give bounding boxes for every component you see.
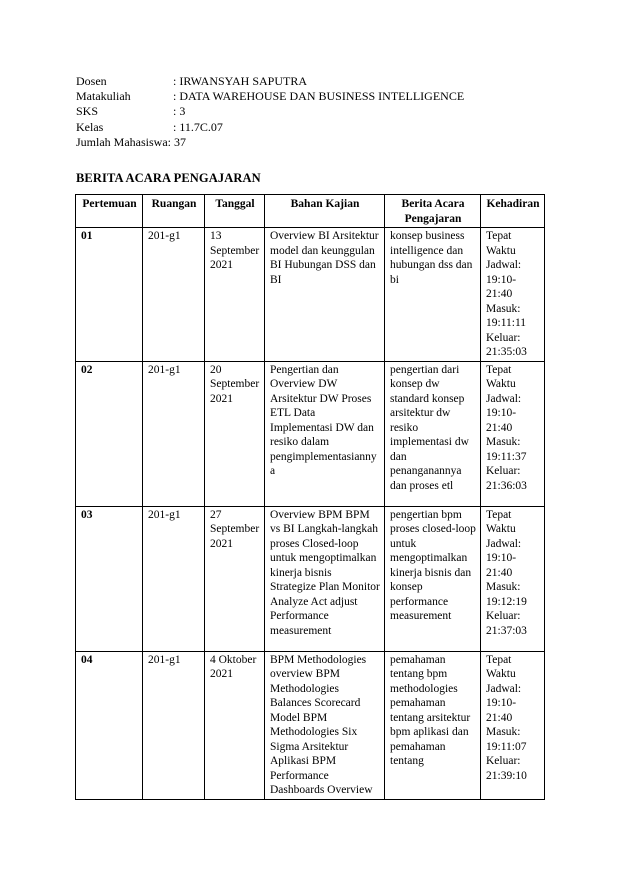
cell-pertemuan: 01 <box>76 228 143 362</box>
sks-row <box>76 104 464 119</box>
cell-ruangan: 201-g1 <box>143 651 205 799</box>
table-row <box>76 228 545 362</box>
cell-kehadiran: Tepat Waktu Jadwal: 19:10-21:40 Masuk: 19:11:11 Keluar: 21:35:03 <box>481 228 545 362</box>
cell-kehadiran: Tepat Waktu Jadwal: 19:10-21:40 Masuk: 19:11:37 Keluar: 21:36:03 <box>481 361 545 506</box>
jumlah-row <box>76 135 464 150</box>
course-info <box>76 74 464 150</box>
cell-ruangan: 201-g1 <box>143 361 205 506</box>
header-tanggal: Tanggal <box>205 195 265 228</box>
header-ruangan: Ruangan <box>143 195 205 228</box>
cell-bahan-kajian: Pengertian dan Overview DW Arsitektur DW Proses ETL Data Implementasi DW dan resiko dalam pengimplementasiannya <box>265 361 385 506</box>
cell-pertemuan: 03 <box>76 506 143 651</box>
table-header-row <box>76 195 545 228</box>
cell-bahan-kajian: BPM Methodologies overview BPM Methodologies Balances Scorecard Model BPM Methodologies Six Sigma Arsitektur Aplikasi BPM Performance Dashboards Overview <box>265 651 385 799</box>
cell-bahan-kajian: Overview BI Arsitektur model dan keunggulan BI Hubungan DSS dan BI <box>265 228 385 362</box>
kelas-label: Kelas <box>76 119 104 134</box>
sks-value: : 3 <box>173 104 186 119</box>
sks-label: SKS <box>76 104 99 119</box>
attendance-table <box>75 194 545 800</box>
table-row <box>76 506 545 651</box>
header-bahan-kajian: Bahan Kajian <box>265 195 385 228</box>
cell-ruangan: 201-g1 <box>143 506 205 651</box>
jumlah-value: : 37 <box>167 134 186 149</box>
table-row <box>76 651 545 799</box>
cell-pertemuan: 04 <box>76 651 143 799</box>
matakuliah-value: : DATA WAREHOUSE DAN BUSINESS INTELLIGENCE <box>173 89 465 104</box>
cell-berita-acara: pemahaman tentang bpm methodologies pemahaman tentang arsitektur bpm aplikasi dan pemahaman tentang <box>385 651 481 799</box>
header-kehadiran: Kehadiran <box>481 195 545 228</box>
cell-bahan-kajian: Overview BPM BPM vs BI Langkah-langkah proses Closed-loop untuk mengoptimalkan kinerja bisnis Strategize Plan Monitor Analyze Act adjust Performance measurement <box>265 506 385 651</box>
cell-tanggal: 4 Oktober 2021 <box>205 651 265 799</box>
jumlah-label: Jumlah Mahasiswa <box>76 134 168 149</box>
header-pertemuan: Pertemuan <box>76 195 143 228</box>
cell-kehadiran: Tepat Waktu Jadwal: 19:10-21:40 Masuk: 19:12:19 Keluar: 21:37:03 <box>481 506 545 651</box>
matakuliah-label: Matakuliah <box>76 89 131 104</box>
header-berita-acara: Berita Acara Pengajaran <box>385 195 481 228</box>
table-row <box>76 361 545 506</box>
dosen-value: : IRWANSYAH SAPUTRA <box>173 74 308 88</box>
dosen-row <box>76 74 464 89</box>
cell-ruangan: 201-g1 <box>143 228 205 362</box>
cell-berita-acara: pengertian dari konsep dw standard konsep arsitektur dw resiko implementasi dw dan penanganannya dan proses etl <box>385 361 481 506</box>
dosen-label: Dosen <box>76 74 107 88</box>
cell-tanggal: 27 September 2021 <box>205 506 265 651</box>
cell-berita-acara: pengertian bpm proses closed-loop untuk mengoptimalkan kinerja bisnis dan konsep performance measurement <box>385 506 481 651</box>
kelas-row <box>76 120 464 135</box>
cell-berita-acara: konsep business intelligence dan hubungan dss dan bi <box>385 228 481 362</box>
kelas-value: : 11.7C.07 <box>173 119 223 134</box>
cell-pertemuan: 02 <box>76 361 143 506</box>
section-title: BERITA ACARA PENGAJARAN <box>76 171 261 185</box>
cell-tanggal: 20 September 2021 <box>205 361 265 506</box>
cell-kehadiran: Tepat Waktu Jadwal: 19:10-21:40 Masuk: 19:11:07 Keluar: 21:39:10 <box>481 651 545 799</box>
matakuliah-row <box>76 89 464 104</box>
cell-tanggal: 13 September 2021 <box>205 228 265 362</box>
